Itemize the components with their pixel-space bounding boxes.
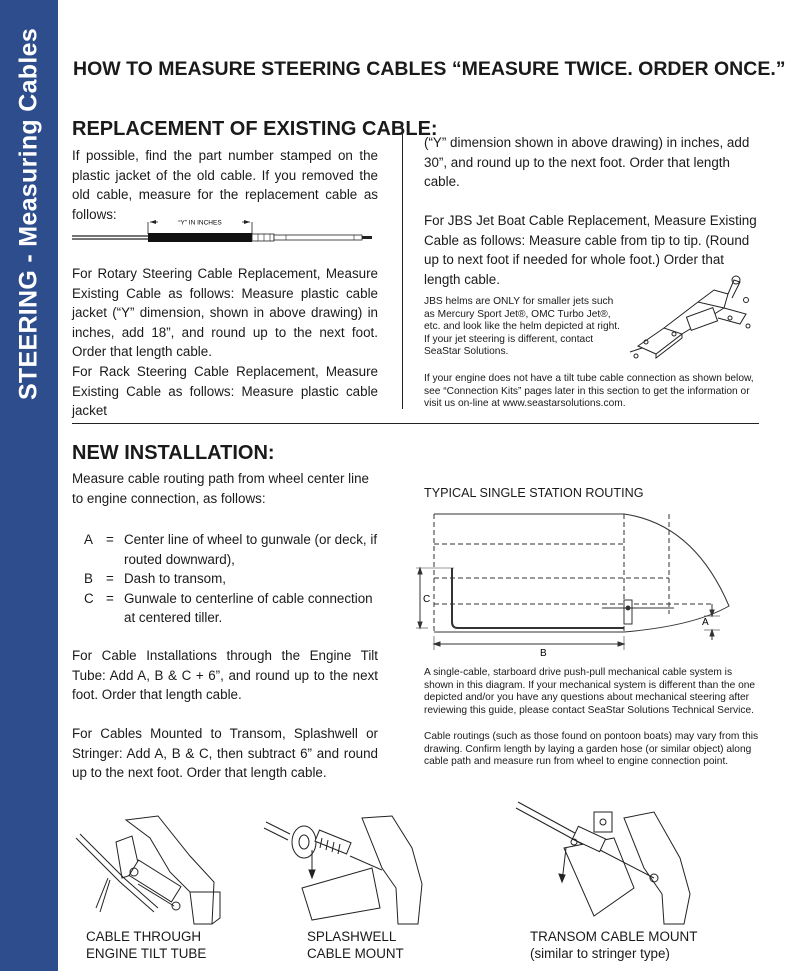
replacement-heading: REPLACEMENT OF EXISTING CABLE: [72,118,438,140]
definition-letter: B [84,571,93,587]
cable-diagram [70,212,380,252]
column-divider [402,124,403,409]
definition-equals: = [106,590,114,606]
splashwell-caption [307,928,404,962]
routing-diagram [414,504,760,664]
jbs-helm-note: JBS helms are ONLY for smaller jets such as Mercury Sport Jet®, OMC Turbo Jet®, etc. and look like the helm depicted at right. If your jet steering is different, contact SeaStar Solutions. [424,296,620,358]
definition-letter: A [84,532,93,547]
definition-letter: C [84,590,94,606]
tilt-tube-note: If your engine does not have a tilt tube cable connection as shown below, see “Connection Kits” pages later in this section to get the information or visit us on-line at www.seastarsolutions.com. [424,373,754,410]
sidebar-title: STEERING - Measuring Cables [14,27,43,401]
jbs-helm-illustration [628,272,756,364]
transom-caption-line-2: (similar to stringer type) [530,946,670,961]
definition-text: Gunwale to centerline of cable connection at centered tiller. [124,590,373,626]
splash-caption-line-1: SPLASHWELL [307,929,397,944]
tilt-caption-line-2: ENGINE TILT TUBE [86,946,207,961]
sidebar-band [0,0,58,971]
tilt-tube-installation-text: For Cable Installations through the Engine Tilt Tube: Add A, B & C + 6”, and round up to the next foot. Order that length cable. [72,648,378,703]
definition-a [84,530,384,569]
definition-b [84,569,384,589]
page-title: HOW TO MEASURE STEERING CABLES “MEASURE TWICE. ORDER ONCE.” [73,58,786,80]
splashwell-illustration [262,808,432,930]
jbs-replacement-text: For JBS Jet Boat Cable Replacement, Measure Existing Cable as follows: Measure cable from tip to tip. (Round up to next foot if needed for whole foot.) Order that length cable. [424,213,757,287]
routing-title: TYPICAL SINGLE STATION ROUTING [424,486,644,500]
definition-equals: = [106,532,114,547]
transom-installation-text: For Cables Mounted to Transom, Splashwell or Stringer: Add A, B & C, then subtract 6” and round up to the next foot. Order that length cable. [72,726,378,781]
new-installation-intro: Measure cable routing path from wheel center line to engine connection, as follows: [72,471,369,506]
replacement-intro: If possible, find the part number stamped on the plastic jacket of the old cable. If you removed the old cable, measure for the replacement cable as follows: [72,148,378,222]
cable-y-label: “Y” IN INCHES [178,219,222,227]
transom-caption [530,928,697,962]
definition-text: Center line of wheel to gunwale (or deck, if routed downward), [124,532,378,567]
routing-description: A single-cable, starboard drive push-pull mechanical cable system is shown in this diagram. If your mechanical system is different than the one depicted and/or you have any questions about mechanical steering after reviewing this guide, please contact SeaStar Solutions Technical Service. [424,667,756,716]
new-installation-heading: NEW INSTALLATION: [72,442,275,464]
routing-label-c: C [423,594,431,605]
routing-note: Cable routings (such as those found on pontoon boats) may vary from this drawing. Confirm length by laying a garden hose (or similar object) along cable path and measure run from wheel to engine connection point. [424,731,759,768]
rotary-replacement-text: For Rotary Steering Cable Replacement, Measure Existing Cable as follows: Measure plastic cable jacket (“Y” dimension, shown in above drawing) in inches, add 18”, and round up to the next foot. Order that length cable. [72,266,378,360]
splash-caption-line-2: CABLE MOUNT [307,946,404,961]
tilt-tube-illustration [70,812,240,930]
transom-illustration [504,798,704,930]
tilt-caption-line-1: CABLE THROUGH [86,929,202,944]
rack-replacement-text: For Rack Steering Cable Replacement, Measure Existing Cable as follows: Measure plastic cable jacket [72,364,378,419]
definition-text: Dash to transom, [124,571,226,587]
section-divider [72,423,759,424]
definition-list [84,530,384,628]
tilt-tube-caption [86,928,206,962]
routing-label-a: A [702,617,709,628]
rack-replacement-continued: (“Y” dimension shown in above drawing) in inches, add 30”, and round up to the next foot. Order that length cable. [424,135,750,190]
definition-equals: = [106,571,114,587]
transom-caption-line-1: TRANSOM CABLE MOUNT [530,929,698,944]
routing-label-b: B [540,648,547,659]
definition-c [84,589,384,628]
